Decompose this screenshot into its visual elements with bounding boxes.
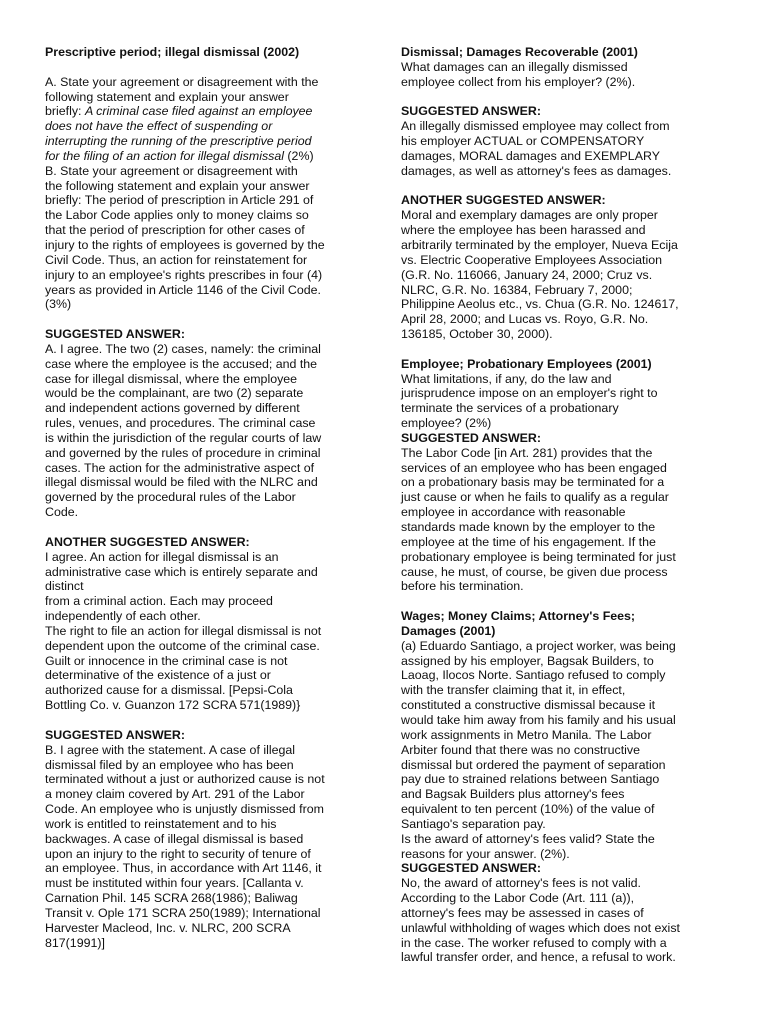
- question-b: B. State your agreement or disagreement with the following statement and explain your answer briefly: The period of prescription in Article 291 of the Labor Code applies only to money claims so that the period of prescription for other cases of injury to the rights of employees is governed by the Civil Code. Thus, an action for reinstatement for injury to an employee's rights prescribes in four (4) years as provided in Article 1146 of the Civil Code. (3%): [45, 163, 325, 312]
- another-suggested-answer-a: [45, 535, 335, 713]
- another-suggested-answer-heading: ANOTHER SUGGESTED ANSWER:: [401, 193, 606, 208]
- suggested-answer-heading: SUGGESTED ANSWER:: [401, 430, 541, 445]
- section-damages-recoverable: [401, 45, 701, 90]
- suggested-answer-heading: SUGGESTED ANSWER:: [401, 861, 541, 876]
- question-block: [45, 75, 335, 313]
- suggested-answer-text: An illegally dismissed employee may collect from his employer ACTUAL or COMPENSATORY damages, MORAL damages and EXEMPLARY damages, as well as attorney's fees as damages.: [401, 119, 672, 178]
- suggested-answer-b: [45, 728, 335, 951]
- suggested-answer-text: B. I agree with the statement. A case of illegal dismissal filed by an employee who has been terminated without a just or authorized cause is not a money claim covered by Art. 291 of the Labor Code. An employee who is unjustly dismissed from work is entitled to reinstatement and to his backwages. A case of illegal dismissal is based upon an injury to the right to security of tenure of an employee. Thus, in accordance with Art 1146, it must be instituted within four years. [Callanta v. Carnation Phil. 145 SCRA 268(1986); Baliwag Transit v. Ople 171 SCRA 250(1989); International Harvester Macleod, Inc. v. NLRC, 200 SCRA 817(1991)]: [45, 742, 325, 950]
- heading-prescriptive-period: Prescriptive period; illegal dismissal (2002): [45, 45, 300, 59]
- section-probationary-employees: [401, 357, 701, 595]
- heading-damages-recoverable: Dismissal; Damages Recoverable (2001): [401, 45, 638, 59]
- suggested-answer-text: The Labor Code [in Art. 281) provides that the services of an employee who has been engaged on a probationary basis may be terminated for a just cause or when he fails to qualify as a regular employee in accordance with reasonable standards made known by the employer to the employee at the time of his engagement. If the probationary employee is being terminated for just cause, he must, of course, be given due process before his termination.: [401, 445, 676, 594]
- question-a-statement: A criminal case filed against an employee does not have the effect of suspending or interrupting the running of the prescriptive period for the filing of an action for illegal dismissal: [45, 104, 313, 163]
- another-suggested-answer-text: I agree. An action for illegal dismissal is an administrative case which is entirely separate and distinct from a criminal action. Each may proceed independently of each other. The right to file an action for illegal dismissal is not dependent upon the outcome of the criminal case. Guilt or innocence in the criminal case is not determinative of the existence of a just or authorized cause for a dismissal. [Pepsi-Cola Bottling Co. v. Guanzon 172 SCRA 571(1989)}: [45, 549, 322, 713]
- section-wages-money-claims: [401, 609, 701, 965]
- right-column: [401, 45, 701, 980]
- suggested-answer-heading: SUGGESTED ANSWER:: [45, 727, 185, 742]
- another-suggested-answer-text: Moral and exemplary damages are only proper where the employee has been harassed and arbitrarily terminated by the employer, Nueva Ecija vs. Electric Cooperative Employees Association (G.R. No. 116066, January 24, 2000; Cruz vs. NLRC, G.R. No. 16384, February 7, 2000; Philippine Aeolus etc., vs. Chua (G.R. No. 124617, April 28, 2000; and Lucas vs. Royo, G.R. No. 136185, October 30, 2000).: [401, 208, 679, 342]
- suggested-answer-damages: [401, 104, 701, 178]
- question-text: What damages can an illegally dismissed employee collect from his employer? (2%).: [401, 59, 636, 89]
- suggested-answer-text: No, the award of attorney's fees is not valid. According to the Labor Code (Art. 111 (a)), attorney's fees may be assessed in cases of unlawful withholding of wages which does not exist in the case. The worker refused to comply with a lawful transfer order, and hence, a refusal to work.: [401, 876, 680, 965]
- heading-probationary-employees: Employee; Probationary Employees (2001): [401, 356, 652, 371]
- question-a-points: (2%): [283, 148, 314, 163]
- another-suggested-answer-damages: [401, 193, 701, 341]
- question-a: [45, 75, 335, 164]
- another-suggested-answer-heading: ANOTHER SUGGESTED ANSWER:: [45, 534, 250, 549]
- suggested-answer-heading: SUGGESTED ANSWER:: [401, 104, 541, 119]
- heading-wages-money-claims: Wages; Money Claims; Attorney's Fees; Damages (2001): [401, 609, 636, 638]
- section-prescriptive-period: [45, 45, 335, 60]
- left-column: [45, 45, 335, 965]
- suggested-answer-text: A. I agree. The two (2) cases, namely: the criminal case where the employee is the accused; and the case for illegal dismissal, where the employee would be the complainant, are two (2) separate and independent actions governed by different rules, venues, and procedures. The criminal case is within the jurisdiction of the regular courts of law and governed by the rules of procedure in criminal cases. The action for the administrative aspect of illegal dismissal would be filed with the NLRC and governed by the procedural rules of the Labor Code.: [45, 341, 322, 520]
- question-text: (a) Eduardo Santiago, a project worker, was being assigned by his employer, Bagsak Builders, to Laoag, Ilocos Norte. Santiago refused to comply with the transfer claiming that it, in effect, constituted a constructive dismissal because it would take him away from his family and his usual work assignments in Metro Manila. The Labor Arbiter found that there was no constructive dismissal but ordered the payment of separation pay due to strained relations between Santiago and Bagsak Builders plus attorney's fees equivalent to ten percent (10%) of the value of Santiago's separation pay. Is the award of attorney's fees valid? State the reasons for your answer. (2%).: [401, 638, 676, 861]
- question-a-intro: A. State your agreement or disagreement with the following statement and explain your answer briefly:: [45, 74, 319, 119]
- suggested-answer-heading: SUGGESTED ANSWER:: [45, 327, 185, 342]
- suggested-answer-a: [45, 327, 335, 520]
- question-text: What limitations, if any, do the law and jurisprudence impose on an employer's right to terminate the services of a probationary employee? (2%): [401, 371, 658, 431]
